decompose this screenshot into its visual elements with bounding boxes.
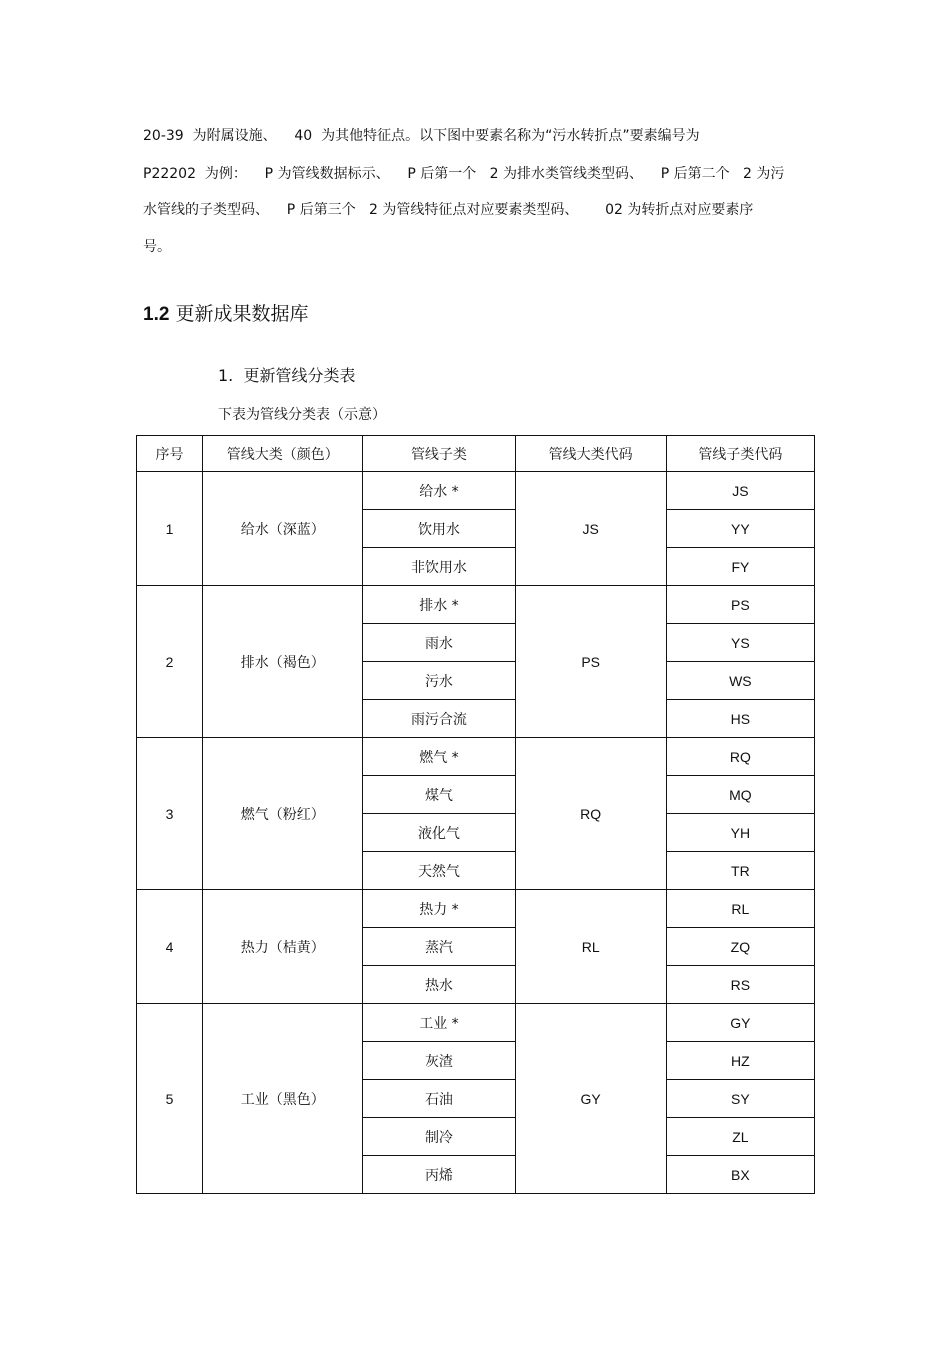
paragraph-line-3: 水管线的子类型码、 P 后第三个 2 为管线特征点对应要素类型码、 02 为转折点对应要素序: [143, 202, 754, 218]
cell-seq: 4: [137, 890, 203, 1004]
cell-subtype: 雨污合流: [363, 700, 515, 738]
header-category-code: 管线大类代码: [515, 436, 666, 472]
cell-subtype: 制冷: [363, 1118, 515, 1156]
cell-subtype-code: TR: [666, 852, 814, 890]
section-number: 1.2: [143, 304, 170, 325]
cell-subtype-code: FY: [666, 548, 814, 586]
header-subtype-code: 管线子类代码: [666, 436, 814, 472]
cell-subtype-code: SY: [666, 1080, 814, 1118]
cell-subtype: 灰渣: [363, 1042, 515, 1080]
paragraph-line-1: 20-39 为附属设施、 40 为其他特征点。以下图中要素名称为“污水转折点”要素编号为: [143, 128, 700, 144]
cell-seq: 2: [137, 586, 203, 738]
header-subtype: 管线子类: [363, 436, 515, 472]
cell-subtype: 蒸汽: [363, 928, 515, 966]
cell-category: 排水（褐色）: [203, 586, 363, 738]
cell-subtype-code: HZ: [666, 1042, 814, 1080]
cell-subtype-code: YS: [666, 624, 814, 662]
cell-subtype: 石油: [363, 1080, 515, 1118]
cell-subtype: 天然气: [363, 852, 515, 890]
cell-subtype-code: JS: [666, 472, 814, 510]
paragraph-line-2: P22202 为例： P 为管线数据标示、 P 后第一个 2 为排水类管线类型码、 P 后第二个 2 为污: [143, 166, 785, 182]
pipeline-classification-table: [136, 435, 815, 1194]
cell-subtype: 液化气: [363, 814, 515, 852]
cell-category-code: PS: [515, 586, 666, 738]
cell-subtype: 热水: [363, 966, 515, 1004]
cell-subtype: 工业 *: [363, 1004, 515, 1042]
cell-subtype: 煤气: [363, 776, 515, 814]
cell-subtype-code: ZQ: [666, 928, 814, 966]
cell-subtype-code: ZL: [666, 1118, 814, 1156]
cell-subtype-code: WS: [666, 662, 814, 700]
table-row: [137, 472, 815, 510]
cell-subtype-code: PS: [666, 586, 814, 624]
cell-subtype-code: RQ: [666, 738, 814, 776]
cell-category-code: RQ: [515, 738, 666, 890]
cell-subtype: 雨水: [363, 624, 515, 662]
cell-seq: 5: [137, 1004, 203, 1194]
cell-subtype-code: MQ: [666, 776, 814, 814]
subsection-heading: 1. 更新管线分类表: [218, 366, 356, 385]
cell-seq: 1: [137, 472, 203, 586]
cell-category-code: GY: [515, 1004, 666, 1194]
table-row: [137, 890, 815, 928]
section-title: 更新成果数据库: [175, 303, 309, 325]
cell-seq: 3: [137, 738, 203, 890]
cell-subtype: 热力 *: [363, 890, 515, 928]
cell-subtype-code: RL: [666, 890, 814, 928]
cell-category: 给水（深蓝）: [203, 472, 363, 586]
table-caption: 下表为管线分类表（示意）: [218, 407, 386, 423]
cell-category-code: JS: [515, 472, 666, 586]
section-heading: [143, 302, 308, 327]
table-row: [137, 586, 815, 624]
cell-category: 热力（桔黄）: [203, 890, 363, 1004]
cell-category: 工业（黑色）: [203, 1004, 363, 1194]
table-row: [137, 738, 815, 776]
cell-subtype-code: BX: [666, 1156, 814, 1194]
cell-subtype: 非饮用水: [363, 548, 515, 586]
header-category: 管线大类（颜色）: [203, 436, 363, 472]
cell-subtype-code: YY: [666, 510, 814, 548]
cell-subtype: 排水 *: [363, 586, 515, 624]
cell-subtype: 污水: [363, 662, 515, 700]
cell-category-code: RL: [515, 890, 666, 1004]
cell-subtype: 给水 *: [363, 472, 515, 510]
table-row: [137, 1004, 815, 1042]
cell-subtype-code: YH: [666, 814, 814, 852]
cell-subtype: 饮用水: [363, 510, 515, 548]
header-seq: 序号: [137, 436, 203, 472]
cell-subtype-code: HS: [666, 700, 814, 738]
cell-subtype: 燃气 *: [363, 738, 515, 776]
paragraph-line-4: 号。: [143, 239, 171, 255]
table-header-row: [137, 436, 815, 472]
cell-subtype: 丙烯: [363, 1156, 515, 1194]
cell-subtype-code: RS: [666, 966, 814, 1004]
cell-category: 燃气（粉红）: [203, 738, 363, 890]
cell-subtype-code: GY: [666, 1004, 814, 1042]
